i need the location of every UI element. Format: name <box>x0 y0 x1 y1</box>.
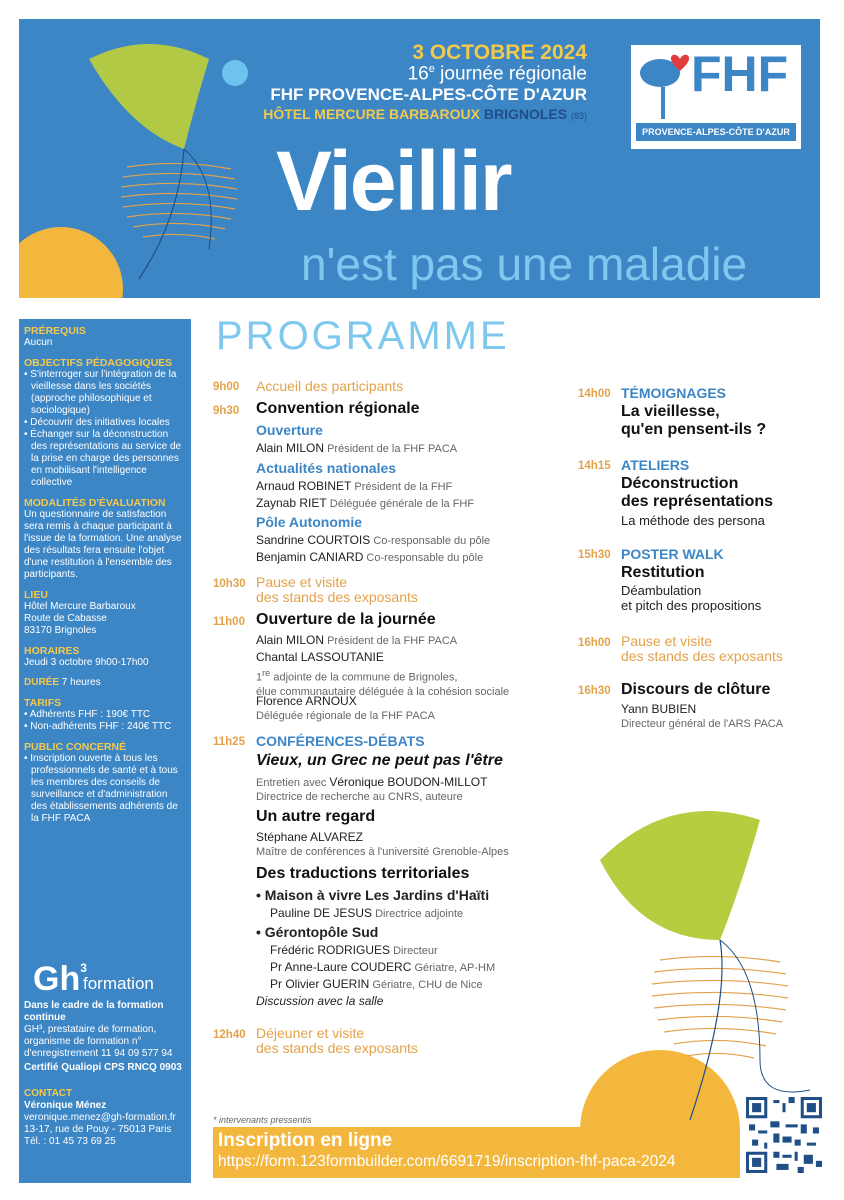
qualiopi: Certifié Qualiopi CPS RNCQ 0903 <box>24 1062 182 1073</box>
modalites-heading: MODALITÉS D'ÉVALUATION <box>24 497 166 509</box>
speaker: Benjamin CANIARD Co-responsable du pôle <box>256 550 484 564</box>
fhf-logo-region: PROVENCE-ALPES-CÔTE D'AZUR <box>636 123 796 141</box>
speaker-role: Directrice de recherche au CNRS, auteure <box>256 791 463 803</box>
restitution: Restitution <box>621 564 705 581</box>
tarifs-heading: TARIFS <box>24 697 62 709</box>
contact-name: Véronique Ménez <box>24 1100 107 1111</box>
speaker: Alain MILON Président de la FHF PACA <box>256 633 458 647</box>
speaker: Yann BUBIEN <box>621 702 697 716</box>
speaker-role: Maître de conférences à l'université Grenoble-Alpes <box>256 846 509 858</box>
speaker: Sandrine COURTOIS Co-responsable du pôle <box>256 533 491 547</box>
objectifs-heading: OBJECTIFS PÉDAGOGIQUES <box>24 357 173 369</box>
cadre-heading: Dans le cadre de la formation continue <box>24 1000 164 1023</box>
persona: La méthode des persona <box>621 513 765 528</box>
prerequis-heading: PRÉREQUIS <box>24 325 86 337</box>
lieu-line: 83170 Brignoles <box>24 625 97 636</box>
pole-autonomie: Pôle Autonomie <box>256 514 363 530</box>
conf-grec: Vieux, un Grec ne peut pas l'être <box>256 752 503 769</box>
public-list <box>24 753 186 825</box>
gh-logo: Gh$^3$ <box>33 960 87 998</box>
horaires-text: Jeudi 3 octobre 9h00-17h00 <box>24 657 149 668</box>
speaker: Zaynab RIET Déléguée générale de la FHF <box>256 496 475 510</box>
pause: Pause et visite des stands des exposants <box>621 633 783 664</box>
objectifs-list <box>24 369 186 489</box>
time: 15h30 <box>578 549 611 561</box>
ouverture: Ouverture <box>256 422 323 438</box>
lieu-heading: LIEU <box>24 589 48 601</box>
time: 16h30 <box>578 685 611 697</box>
speaker: Alain MILON Président de la FHF PACA <box>256 441 458 455</box>
speaker: Entretien avec Véronique BOUDON-MILLOT <box>256 775 488 789</box>
time: 11h25 <box>213 736 245 748</box>
vieillesse: La vieillesse, qu'en pensent-ils ? <box>621 403 767 438</box>
event-date: 3 OCTOBRE 2024 <box>412 41 587 64</box>
temoignages: TÉMOIGNAGES <box>621 385 727 401</box>
time: 11h00 <box>213 616 245 628</box>
list-item: • Non-adhérents FHF : 240€ TTC <box>24 721 186 733</box>
header-banner <box>19 19 820 298</box>
autre-regard: Un autre regard <box>256 808 376 825</box>
ateliers: ATELIERS <box>621 457 690 473</box>
ouverture-journee: Ouverture de la journée <box>256 611 436 628</box>
duree-line: DURÉE 7 heures <box>24 677 101 688</box>
dejeuner: Déjeuner et visite des stands des exposants <box>256 1025 418 1056</box>
contact-heading: CONTACT <box>24 1088 73 1099</box>
subtitle: n'est pas une maladie <box>301 238 748 290</box>
conferences: CONFÉRENCES-DÉBATS <box>256 733 425 749</box>
accueil: Accueil des participants <box>256 378 404 394</box>
time: 12h40 <box>213 1029 246 1041</box>
inscription-heading: Inscription en ligne <box>218 1130 393 1151</box>
speaker-role: 1re adjointe de la commune de Brignoles, élue communautaire déléguée à la cohésion sociale <box>256 668 510 698</box>
region: FHF PROVENCE-ALPES-CÔTE D'AZUR <box>270 85 587 104</box>
speaker-role: Déléguée régionale de la FHF PACA <box>256 710 435 722</box>
modalites-text: Un questionnaire de satisfaction sera remis à chaque participant à l'issue de la formation. Une analyse des résultats fera ensuite l'objet d'une restitution à l'ensemble des participants. <box>24 509 182 580</box>
list-item: • S'interroger sur l'intégration de la vieillesse dans les sociétés (approche philosophique et sociologique) <box>24 369 186 417</box>
speaker: Frédéric RODRIGUES Directeur <box>270 943 438 957</box>
main-title: Vieillir <box>276 134 511 228</box>
traductions: Des traductions territoriales <box>256 865 470 882</box>
cloture: Discours de clôture <box>621 681 771 698</box>
deambulation: Déambulation et pitch des propositions <box>621 583 762 613</box>
speaker: Arnaud ROBINET Président de la FHF <box>256 479 453 493</box>
tree-icon <box>636 49 691 119</box>
inscription-link[interactable]: https://form.123formbuilder.com/6691719/inscription-fhf-paca-2024 <box>218 1153 676 1170</box>
contact-email[interactable]: veronique.menez@gh-formation.fr <box>24 1112 176 1123</box>
list-item: • Échanger sur la déconstruction des représentations au service de la prise en charge des personnes en mobilisant l'intelligence collective <box>24 429 186 489</box>
deconstruction: Déconstruction des représentations <box>621 475 774 510</box>
maison: • Maison à vivre Les Jardins d'Haïti <box>256 887 490 903</box>
lieu-line: Hôtel Mercure Barbaroux <box>24 601 136 612</box>
edition: 16e journée régionale <box>407 63 587 85</box>
list-item: • Inscription ouverte à tous les professionnels de santé et à tous les membres des conseils de surveillance et d'administration des établissements adhérents de la FHF PACA <box>24 753 186 825</box>
cadre-text: GH³, prestataire de formation, organisme de formation n° d'enregistrement 11 94 09 577 94 <box>24 1024 173 1059</box>
contact-phone: Tél. : 01 45 73 69 25 <box>24 1136 116 1147</box>
time: 14h00 <box>578 388 611 400</box>
programme-title: PROGRAMME <box>216 314 510 358</box>
qr-code-icon[interactable] <box>746 1097 822 1173</box>
speaker: Stéphane ALVAREZ <box>256 830 363 844</box>
footnote: * intervenants pressentis <box>213 1115 312 1125</box>
programme-right-column <box>578 385 818 745</box>
prerequis-text: Aucun <box>24 337 53 348</box>
fhf-logo-text: FHF <box>691 46 789 102</box>
time: 10h30 <box>213 578 246 590</box>
convention: Convention régionale <box>256 400 420 417</box>
speaker: Pauline DE JESUS Directrice adjointe <box>270 906 464 920</box>
lieu-line: Route de Cabasse <box>24 613 107 624</box>
actualites: Actualités nationales <box>256 460 397 476</box>
poster-walk: POSTER WALK <box>621 546 724 562</box>
contact-address: 13-17, rue de Pouy - 75013 Paris <box>24 1124 172 1135</box>
list-item: • Adhérents FHF : 190€ TTC <box>24 709 186 721</box>
time: 9h30 <box>213 405 240 417</box>
speaker: Pr Anne-Laure COUDERC Gériatre, AP-HM <box>270 960 496 974</box>
time: 16h00 <box>578 637 611 649</box>
list-item: • Découvrir des initiatives locales <box>24 417 186 429</box>
time: 14h15 <box>578 460 611 472</box>
public-heading: PUBLIC CONCERNÉ <box>24 741 127 753</box>
cadre-block <box>24 1000 190 1148</box>
pause: Pause et visite des stands des exposants <box>256 574 418 605</box>
speaker: Florence ARNOUX <box>256 694 357 708</box>
time: 9h00 <box>213 381 240 393</box>
speaker: Chantal LASSOUTANIE <box>256 650 384 664</box>
gerontopole: • Gérontopôle Sud <box>256 924 379 940</box>
gh-formation: formation <box>83 974 154 993</box>
tarifs-list <box>24 709 186 733</box>
horaires-heading: HORAIRES <box>24 645 80 657</box>
discussion: Discussion avec la salle <box>256 994 384 1008</box>
venue: HÔTEL MERCURE BARBAROUX BRIGNOLES (83) <box>263 106 587 122</box>
speaker-role: Directeur général de l'ARS PACA <box>621 718 784 730</box>
speaker: Pr Olivier GUERIN Gériatre, CHU de Nice <box>270 977 483 991</box>
programme-left-column <box>213 378 573 1078</box>
ginkgo-decoration-lower <box>560 800 830 1130</box>
